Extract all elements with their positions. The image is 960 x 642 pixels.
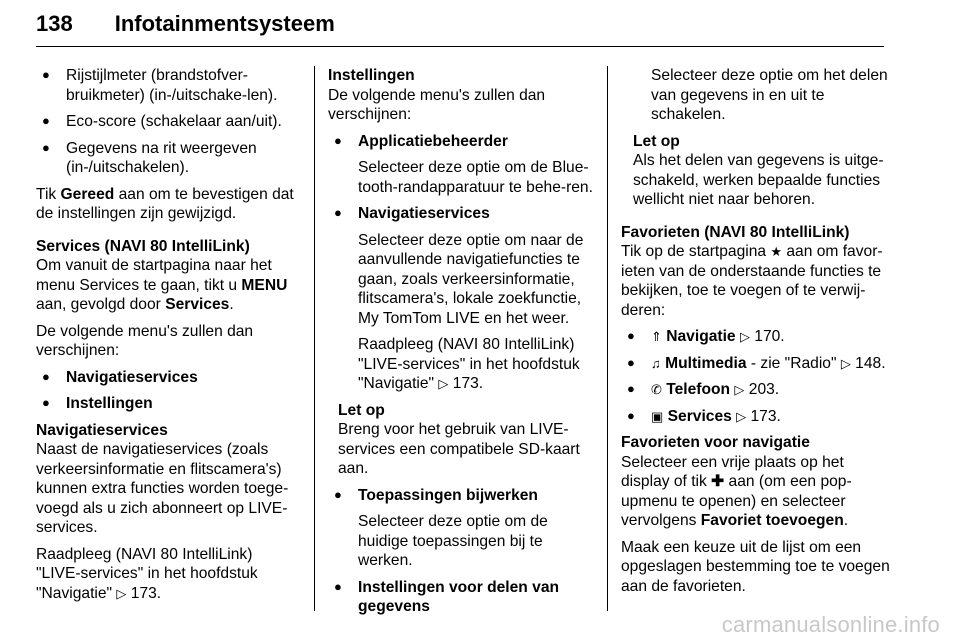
note-block xyxy=(328,401,594,479)
list-item-description: Raadpleeg (NAVI 80 IntelliLink) "LIVE-services" in het hoofdstuk "Navigatie" ▷ 173. xyxy=(358,336,580,392)
list-item: ● Applicatiebeheerder xyxy=(328,132,594,152)
page-header xyxy=(36,10,884,47)
section-heading-services: Services (NAVI 80 IntelliLink) xyxy=(36,237,250,255)
navigation-icon: ⇑ xyxy=(651,329,662,344)
paragraph: Raadpleeg (NAVI 80 IntelliLink) "LIVE-services" in het hoofdstuk "Navigatie" ▷ 173. xyxy=(36,545,258,602)
paragraph: Tik Gereed aan om te bevestigen dat de instellingen zijn gewijzigd. xyxy=(36,185,294,222)
list-item: ● ▣ Services ▷ 173. xyxy=(621,407,890,427)
paragraph: Maak een keuze uit de lijst om een opgeslagen bestemming toe te voegen aan de favorieten. xyxy=(621,538,890,595)
watermark: carmanualsonline.info xyxy=(721,612,940,637)
list-item: ● Navigatieservices xyxy=(328,204,594,224)
page-ref-icon: ▷ xyxy=(739,329,750,344)
paragraph: Naast de navigatieservices (zoals verkeersinformatie en flitscamera's) kunnen extra functies worden toege-voegd als u zich abonneert op LIVE-services. xyxy=(36,441,289,536)
section-heading-favorieten: Favorieten (NAVI 80 IntelliLink) xyxy=(621,223,850,241)
paragraph: Selecteer een vrije plaats op het display of tik ✚ aan (om een pop-upmenu te openen) en selecteer vervolgens Favoriet toevoegen. xyxy=(621,453,852,529)
section-heading-favorieten-navigatie: Favorieten voor navigatie xyxy=(621,434,810,451)
list-item: ● Eco-score (schakelaar aan/uit). xyxy=(36,112,301,132)
page-number: 138 xyxy=(36,11,73,36)
list-item-description: Selecteer deze optie om naar de aanvullende navigatiefuncties te gaan, zoals verkeersinformatie, flitscamera's, lokale zoekfunctie, My TomTom LIVE en het weer. xyxy=(358,231,584,327)
briefcase-icon: ▣ xyxy=(651,408,664,424)
list-item: ● Gegevens na rit weergeven (in-/uitschakelen). xyxy=(36,139,301,178)
column-divider xyxy=(314,66,315,611)
page-ref-icon: ▷ xyxy=(736,408,747,424)
plus-icon: ✚ xyxy=(711,473,725,490)
note-text: Breng voor het gebruik van LIVE-services een compatibele SD-kaart aan. xyxy=(338,421,580,477)
page-title: Infotainmentsysteem xyxy=(114,11,335,36)
section-heading-navigatieservices: Navigatieservices xyxy=(36,421,168,439)
column-3 xyxy=(621,66,890,603)
star-icon: ★ xyxy=(770,244,783,259)
list-item: ● Instellingen xyxy=(36,394,301,414)
list-item: ● ♫ Multimedia - zie "Radio" ▷ 148. xyxy=(621,354,890,374)
note-heading: Let op xyxy=(633,132,680,150)
page-ref-icon: ▷ xyxy=(734,382,745,397)
column-divider xyxy=(607,66,608,611)
list-item: ● ⇑ Navigatie ▷ 170. xyxy=(621,327,890,347)
section-heading-instellingen: Instellingen xyxy=(328,67,415,84)
column-1 xyxy=(36,66,301,610)
phone-icon: ✆ xyxy=(651,382,662,397)
list-item-description: Selecteer deze optie om het delen van gegevens in en uit te schakelen. xyxy=(651,67,888,123)
list-item: ● Toepassingen bijwerken xyxy=(328,486,594,506)
paragraph: Tik op de startpagina ★ aan om favor-ieten van de onderstaande functies te bekijken, toe te voegen of te verwij-deren: xyxy=(621,243,883,319)
page-ref-icon: ▷ xyxy=(116,585,127,601)
note-text: Als het delen van gegevens is uitge-schakeld, werken bepaalde functies wellicht niet naar behoren. xyxy=(633,152,884,208)
list-item-description: Selecteer deze optie om de Blue-tooth-randapparatuur te behe-ren. xyxy=(358,159,593,196)
note-heading: Let op xyxy=(338,401,385,419)
column-2 xyxy=(328,66,594,624)
paragraph: De volgende menu's zullen dan verschijnen: xyxy=(36,322,254,359)
page-ref-icon: ▷ xyxy=(438,376,449,391)
note-block xyxy=(621,132,890,210)
list-item: ● Instellingen voor delen van gegevens xyxy=(328,578,594,617)
list-item: ● Navigatieservices xyxy=(36,368,301,388)
list-item: ● ✆ Telefoon ▷ 203. xyxy=(621,380,890,400)
list-item-description: Selecteer deze optie om de huidige toepassingen bij te werken. xyxy=(358,513,548,569)
paragraph: De volgende menu's zullen dan verschijnen: xyxy=(328,86,546,123)
paragraph: Om vanuit de startpagina naar het menu Services te gaan, tikt u MENU aan, gevolgd door Services. xyxy=(36,257,288,313)
page-ref-icon: ▷ xyxy=(840,355,851,371)
list-item: ● Rijstijlmeter (brandstofver-bruikmeter) (in-/uitschake-len). xyxy=(36,66,301,105)
multimedia-icon: ♫ xyxy=(651,355,661,371)
